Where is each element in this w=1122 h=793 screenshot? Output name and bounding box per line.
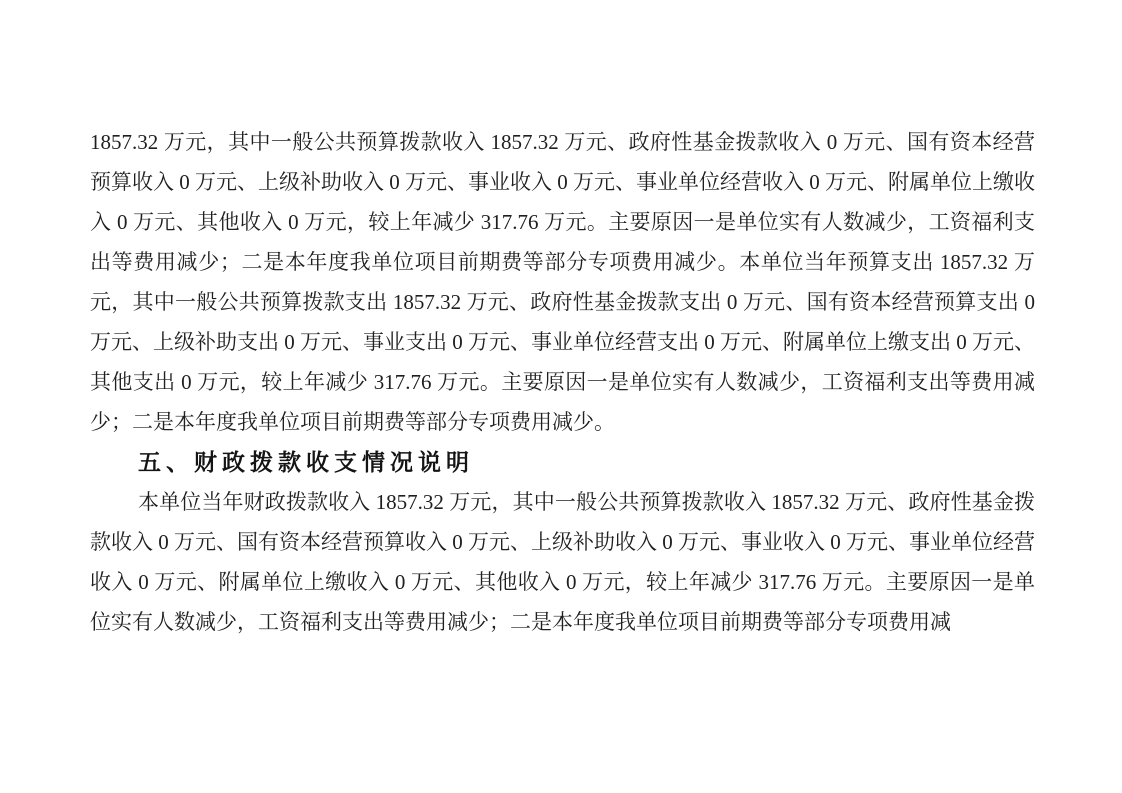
section-heading-fiscal-appropriation: 五、财政拨款收支情况说明 bbox=[138, 449, 474, 475]
paragraph-budget-income-expenditure-continued: 1857.32 万元，其中一般公共预算拨款收入 1857.32 万元、政府性基金拨款收入 0 万元、国有资本经营预算收入 0 万元、上级补助收入 0 万元、事业收入 0 万元、事业单位经营收入 0 万元、附属单位上缴收入 0 万元、其他收入 0 万元，较上年减少 317.76 万元。主要原因一是单位实有人数减少，工资福利支出等费用减少；二是本年度我单位项目前期费等部分专项费用减少。本单位当年预算支出 1857.32 万元，其中一般公共预算拨款支出 1857.32 万元、政府性基金拨款支出 0 万元、国有资本经营预算支出 0 万元、上级补助支出 0 万元、事业支出 0 万元、事业单位经营支出 0 万元、附属单位上缴支出 0 万元、其他支出 0 万元，较上年减少 317.76 万元。主要原因一是单位实有人数减少，工资福利支出等费用减少；二是本年度我单位项目前期费等部分专项费用减少。 bbox=[90, 130, 1035, 434]
paragraph-fiscal-appropriation-income: 本单位当年财政拨款收入 1857.32 万元，其中一般公共预算拨款收入 1857.32 万元、政府性基金拨款收入 0 万元、国有资本经营预算收入 0 万元、上级补助收入 0 万元、事业收入 0 万元、事业单位经营收入 0 万元、附属单位上缴收入 0 万元、其他收入 0 万元，较上年减少 317.76 万元。主要原因一是单位实有人数减少，工资福利支出等费用减少；二是本年度我单位项目前期费等部分专项费用减 bbox=[90, 490, 1035, 634]
